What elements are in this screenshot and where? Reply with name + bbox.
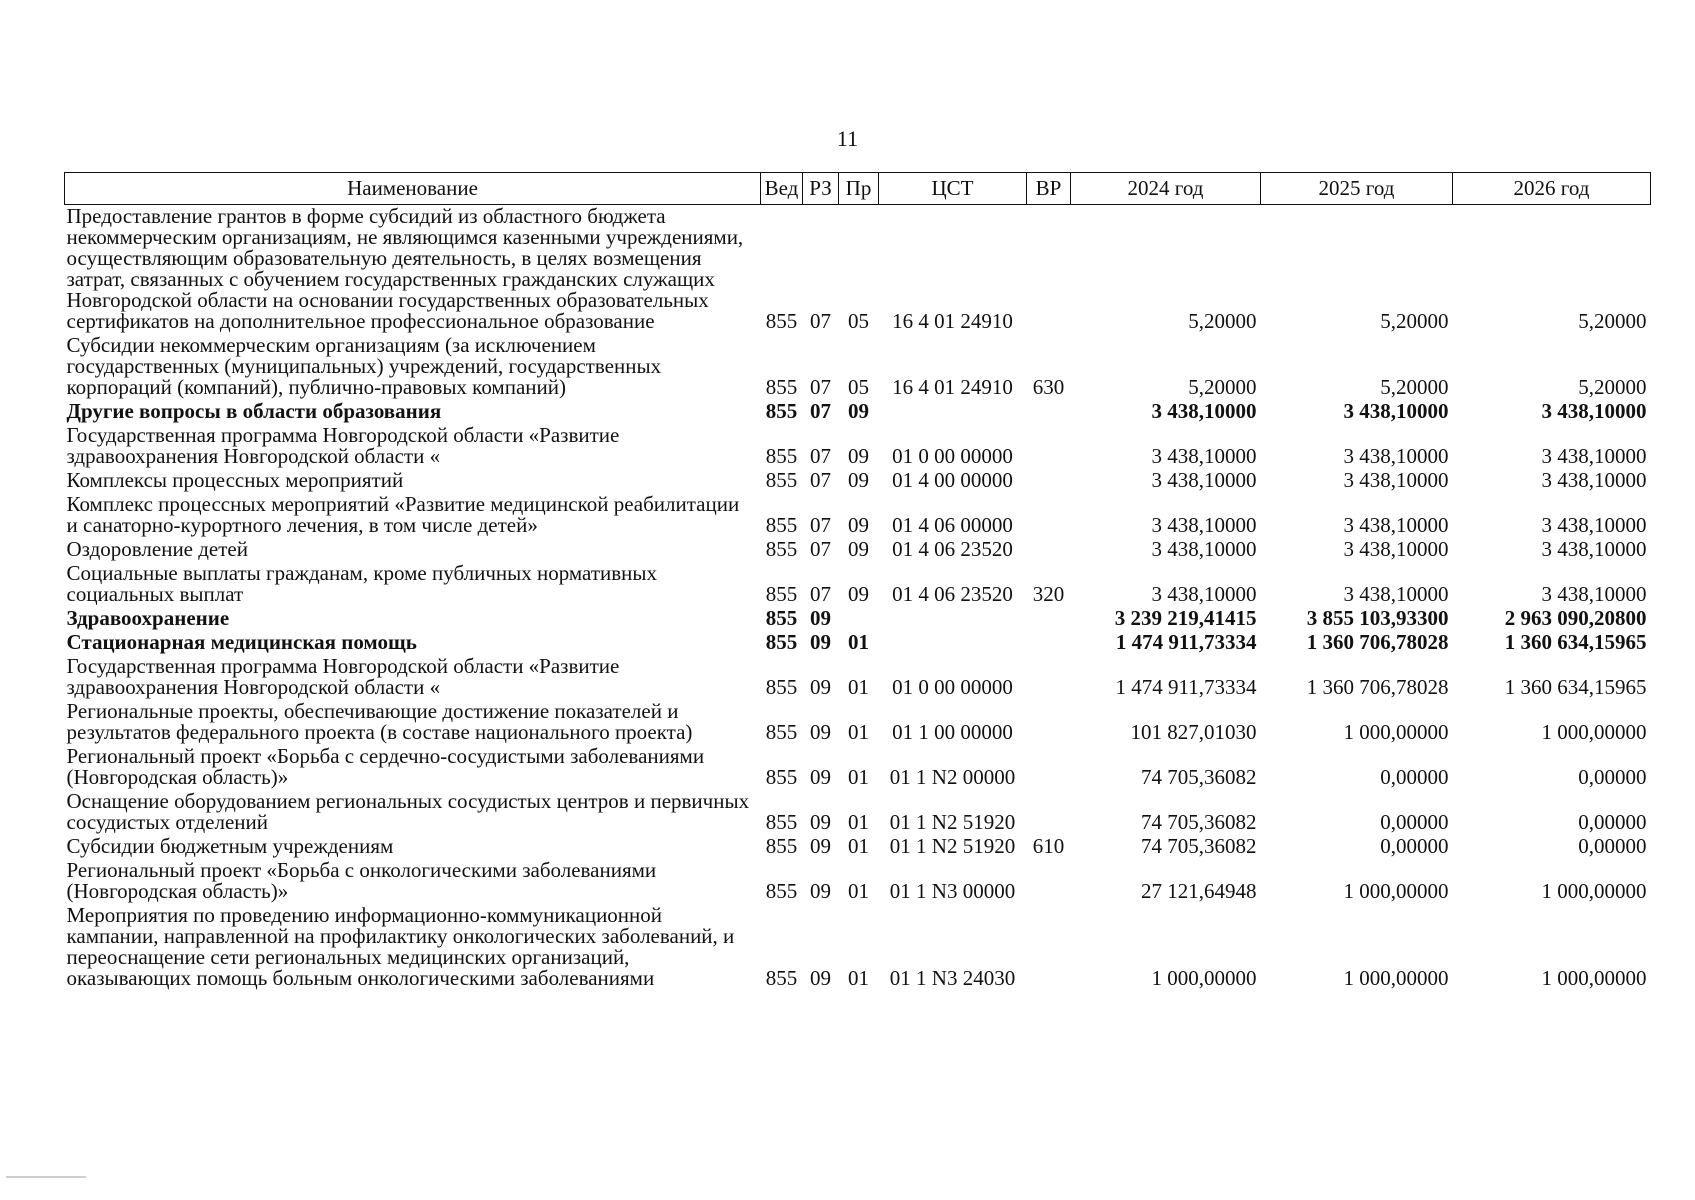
row-amount-2024: 1 474 911,73334 [1115, 630, 1257, 654]
row-amount-2026: 3 438,10000 [1541, 513, 1647, 537]
table-row [65, 493, 1651, 538]
table-row [65, 424, 1651, 469]
row-cst: 01 1 N2 51920 [889, 834, 1016, 858]
row-name: Другие вопросы в области образования [66, 399, 442, 423]
table-row [65, 835, 1651, 859]
row-amount-2026: 3 438,10000 [1541, 468, 1647, 492]
row-pr: 01 [848, 834, 869, 858]
header-2026: 2026 год [1453, 173, 1651, 205]
row-ved: 855 [765, 675, 798, 699]
row-vr [1027, 538, 1071, 562]
header-cst: ЦСТ [879, 173, 1027, 205]
row-amount-2025: 1 360 706,78028 [1306, 630, 1449, 654]
row-ved: 855 [765, 630, 798, 654]
row-ved: 855 [765, 444, 798, 468]
row-amount-2024: 5,20000 [1188, 375, 1257, 399]
row-name: Государственная программа Новгородской области «Развитие здравоохранения Новгородской области « [66, 654, 620, 699]
row-amount-2024: 3 438,10000 [1151, 444, 1257, 468]
row-amount-2025: 3 855 103,93300 [1306, 606, 1449, 630]
row-rz: 07 [810, 537, 831, 561]
row-vr [1027, 790, 1071, 835]
row-ved: 855 [765, 834, 798, 858]
row-vr [1027, 745, 1071, 790]
row-amount-2025: 1 000,00000 [1343, 720, 1449, 744]
row-amount-2025: 5,20000 [1380, 309, 1449, 333]
row-ved: 855 [765, 537, 798, 561]
row-vr: 630 [1032, 375, 1065, 399]
table-row [65, 607, 1651, 631]
row-amount-2026: 5,20000 [1578, 309, 1647, 333]
table-row [65, 562, 1651, 607]
row-ved: 855 [765, 606, 798, 630]
row-amount-2025: 3 438,10000 [1343, 399, 1449, 423]
scan-artifact [6, 1176, 86, 1178]
row-name: Мероприятия по проведению информационно-коммуникационной кампании, направленной на профилактику онкологических заболеваний, и переоснащение сети региональных медицинских организаций, оказывающих помощь больным онкологическими заболеваниями [66, 903, 735, 990]
row-rz: 09 [810, 879, 831, 903]
page-number: 11 [836, 126, 859, 151]
row-amount-2026: 1 360 634,15965 [1504, 675, 1647, 699]
row-ved: 855 [765, 582, 798, 606]
row-amount-2025: 1 000,00000 [1343, 879, 1449, 903]
row-pr: 05 [848, 309, 869, 333]
row-rz: 09 [810, 720, 831, 744]
row-vr [1027, 859, 1071, 904]
row-ved: 855 [765, 810, 798, 834]
row-name: Комплексы процессных мероприятий [66, 468, 404, 492]
row-name: Субсидии некоммерческим организациям (за исключением государственных (муниципальных) учреждений, государственных корпораций (компаний), публично-правовых компаний) [66, 333, 662, 399]
row-amount-2025: 0,00000 [1380, 765, 1449, 789]
row-pr: 01 [848, 720, 869, 744]
row-vr [1027, 904, 1071, 991]
table-row [65, 655, 1651, 700]
row-name: Комплекс процессных мероприятий «Развитие медицинской реабилитации и санаторно-курортного лечения, в том числе детей» [66, 492, 740, 537]
table-row [65, 904, 1651, 991]
row-amount-2025: 1 000,00000 [1343, 966, 1449, 990]
table-header-row [65, 173, 1651, 205]
row-vr [1027, 424, 1071, 469]
row-amount-2024: 27 121,64948 [1141, 879, 1257, 903]
row-rz: 09 [810, 630, 831, 654]
row-pr: 09 [848, 513, 869, 537]
row-name: Социальные выплаты гражданам, кроме публичных нормативных социальных выплат [66, 561, 658, 606]
table-row [65, 745, 1651, 790]
row-amount-2024: 3 438,10000 [1151, 513, 1257, 537]
row-amount-2026: 3 438,10000 [1541, 537, 1647, 561]
row-rz: 09 [810, 765, 831, 789]
row-amount-2024: 1 474 911,73334 [1115, 675, 1257, 699]
table-row [65, 334, 1651, 400]
row-amount-2025: 3 438,10000 [1343, 444, 1449, 468]
row-amount-2024: 3 438,10000 [1151, 537, 1257, 561]
row-vr [1027, 607, 1071, 631]
row-amount-2026: 3 438,10000 [1541, 444, 1647, 468]
row-cst: 16 4 01 24910 [892, 309, 1013, 333]
header-pr: Пр [839, 173, 879, 205]
row-rz: 09 [810, 834, 831, 858]
row-amount-2025: 0,00000 [1380, 810, 1449, 834]
budget-table [64, 172, 1651, 991]
row-vr: 320 [1032, 582, 1065, 606]
row-rz: 09 [810, 606, 831, 630]
row-rz: 09 [810, 966, 831, 990]
row-pr: 01 [848, 765, 869, 789]
row-cst [879, 400, 1027, 424]
row-cst: 01 4 06 00000 [892, 513, 1013, 537]
header-name: Наименование [65, 173, 761, 205]
row-vr: 610 [1032, 834, 1065, 858]
row-name: Стационарная медицинская помощь [66, 630, 417, 654]
table-row [65, 859, 1651, 904]
header-2025: 2025 год [1261, 173, 1453, 205]
row-pr: 09 [848, 582, 869, 606]
row-amount-2026: 0,00000 [1578, 765, 1647, 789]
header-ved: Вед [761, 173, 803, 205]
row-ved: 855 [765, 375, 798, 399]
row-cst [879, 607, 1027, 631]
row-amount-2025: 3 438,10000 [1343, 582, 1449, 606]
row-name: Здравоохранение [66, 606, 230, 630]
table-body [65, 205, 1651, 992]
row-amount-2026: 0,00000 [1578, 834, 1647, 858]
row-rz: 07 [810, 444, 831, 468]
row-name: Региональные проекты, обеспечивающие достижение показателей и результатов федерального проекта (в составе национального проекта) [66, 699, 693, 744]
row-cst: 01 0 00 00000 [892, 444, 1013, 468]
row-amount-2025: 3 438,10000 [1343, 513, 1449, 537]
row-name: Оздоровление детей [66, 537, 248, 561]
row-cst: 01 1 00 00000 [892, 720, 1013, 744]
row-ved: 855 [765, 966, 798, 990]
row-cst: 01 4 00 00000 [892, 468, 1013, 492]
row-amount-2024: 3 239 219,41415 [1114, 606, 1257, 630]
row-amount-2026: 1 000,00000 [1541, 966, 1647, 990]
row-name: Региональный проект «Борьба с сердечно-сосудистыми заболеваниями (Новгородская область)» [66, 744, 705, 789]
row-pr: 01 [848, 630, 869, 654]
row-pr: 05 [848, 375, 869, 399]
row-pr: 01 [848, 675, 869, 699]
row-pr: 01 [848, 879, 869, 903]
row-rz: 07 [810, 513, 831, 537]
row-rz: 07 [810, 309, 831, 333]
row-name: Предоставление грантов в форме субсидий из областного бюджета некоммерческим организациям, не являющимся казенными учреждениями, осуществляющим образовательную деятельность, в целях возмещения затрат, связанных с обучением государственных гражданских служащих Новгородской области на основании государственных образовательных сертификатов на дополнительное профессиональное образование [66, 204, 744, 333]
row-amount-2026: 3 438,10000 [1541, 582, 1647, 606]
table-row [65, 205, 1651, 335]
table-row [65, 400, 1651, 424]
row-pr: 01 [848, 810, 869, 834]
row-amount-2025: 3 438,10000 [1343, 468, 1449, 492]
table-row [65, 790, 1651, 835]
row-amount-2025: 3 438,10000 [1343, 537, 1449, 561]
row-pr: 01 [848, 966, 869, 990]
row-pr: 09 [848, 468, 869, 492]
row-rz: 07 [810, 399, 831, 423]
row-rz: 09 [810, 675, 831, 699]
row-pr: 09 [848, 444, 869, 468]
row-pr: 09 [848, 537, 869, 561]
row-amount-2024: 5,20000 [1188, 309, 1257, 333]
row-amount-2025: 0,00000 [1380, 834, 1449, 858]
row-cst: 01 1 N2 00000 [889, 765, 1016, 789]
row-cst: 01 4 06 23520 [892, 582, 1013, 606]
row-rz: 09 [810, 810, 831, 834]
row-cst: 01 1 N3 24030 [889, 966, 1016, 990]
row-amount-2026: 2 963 090,20800 [1504, 606, 1647, 630]
row-cst: 01 4 06 23520 [892, 537, 1013, 561]
row-name: Субсидии бюджетным учреждениям [66, 834, 394, 858]
row-amount-2026: 3 438,10000 [1541, 399, 1647, 423]
row-cst [879, 631, 1027, 655]
row-amount-2026: 5,20000 [1578, 375, 1647, 399]
row-amount-2025: 1 360 706,78028 [1306, 675, 1449, 699]
row-vr [1027, 631, 1071, 655]
row-cst: 01 1 N2 51920 [889, 810, 1016, 834]
table-row [65, 469, 1651, 493]
row-amount-2024: 101 827,01030 [1130, 720, 1257, 744]
row-ved: 855 [765, 765, 798, 789]
row-vr [1027, 655, 1071, 700]
row-amount-2025: 5,20000 [1380, 375, 1449, 399]
table-row [65, 538, 1651, 562]
row-ved: 855 [765, 399, 798, 423]
row-vr [1027, 205, 1071, 335]
row-amount-2024: 74 705,36082 [1141, 834, 1257, 858]
row-amount-2024: 74 705,36082 [1141, 765, 1257, 789]
row-rz: 07 [810, 375, 831, 399]
row-rz: 07 [810, 582, 831, 606]
table-row [65, 700, 1651, 745]
row-pr: 09 [848, 399, 869, 423]
row-vr [1027, 493, 1071, 538]
row-pr [839, 607, 879, 631]
row-cst: 16 4 01 24910 [892, 375, 1013, 399]
row-vr [1027, 700, 1071, 745]
row-amount-2024: 3 438,10000 [1151, 399, 1257, 423]
row-ved: 855 [765, 468, 798, 492]
row-vr [1027, 400, 1071, 424]
row-amount-2026: 1 000,00000 [1541, 879, 1647, 903]
row-name: Региональный проект «Борьба с онкологическими заболеваниями (Новгородская область)» [66, 858, 657, 903]
row-amount-2024: 1 000,00000 [1151, 966, 1257, 990]
row-ved: 855 [765, 720, 798, 744]
row-rz: 07 [810, 468, 831, 492]
row-name: Оснащение оборудованием региональных сосудистых центров и первичных сосудистых отделений [66, 789, 750, 834]
row-amount-2024: 74 705,36082 [1141, 810, 1257, 834]
row-amount-2024: 3 438,10000 [1151, 468, 1257, 492]
row-name: Государственная программа Новгородской области «Развитие здравоохранения Новгородской области « [66, 423, 620, 468]
row-cst: 01 1 N3 00000 [889, 879, 1016, 903]
row-cst: 01 0 00 00000 [892, 675, 1013, 699]
header-2024: 2024 год [1071, 173, 1261, 205]
table-row [65, 631, 1651, 655]
row-ved: 855 [765, 879, 798, 903]
row-amount-2024: 3 438,10000 [1151, 582, 1257, 606]
row-amount-2026: 1 000,00000 [1541, 720, 1647, 744]
row-amount-2026: 1 360 634,15965 [1504, 630, 1647, 654]
row-ved: 855 [765, 513, 798, 537]
row-ved: 855 [765, 309, 798, 333]
row-vr [1027, 469, 1071, 493]
row-amount-2026: 0,00000 [1578, 810, 1647, 834]
header-rz: РЗ [803, 173, 839, 205]
header-vr: ВР [1027, 173, 1071, 205]
